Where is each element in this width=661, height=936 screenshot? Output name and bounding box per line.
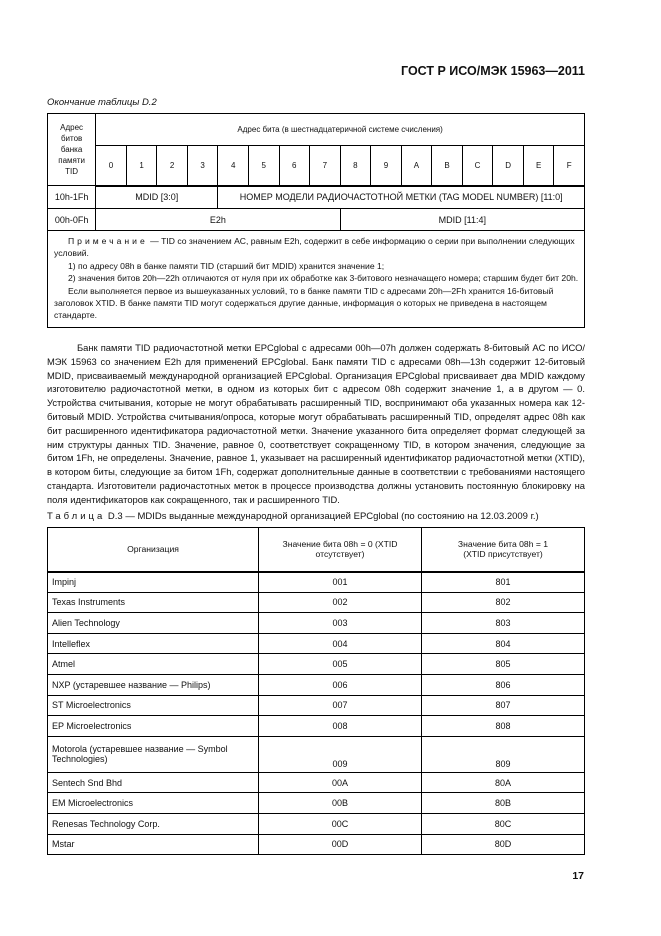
header-cell: Значение бита 08h = 0 (XTID отсутствует) bbox=[259, 528, 422, 572]
mdid-cell: 004 bbox=[259, 633, 422, 654]
mdid-cell: 001 bbox=[259, 572, 422, 593]
body-paragraph bbox=[47, 341, 585, 507]
table-row bbox=[48, 592, 585, 613]
table-row bbox=[48, 834, 585, 855]
bit-cell: 5 bbox=[248, 146, 279, 186]
table-note bbox=[48, 231, 585, 328]
organization-cell: Atmel bbox=[48, 654, 259, 675]
header-cell: Значение бита 08h = 1 (XTID присутствует) bbox=[422, 528, 585, 572]
table-row bbox=[48, 695, 585, 716]
mdid-cell: 802 bbox=[422, 592, 585, 613]
organization-cell: Intelleflex bbox=[48, 633, 259, 654]
mdid-cell: 003 bbox=[259, 613, 422, 634]
bit-cell: 9 bbox=[371, 146, 402, 186]
mdid-cell: 00A bbox=[259, 772, 422, 793]
mdid-cell: 806 bbox=[422, 674, 585, 695]
bit-cell: 6 bbox=[279, 146, 310, 186]
organization-cell: Impinj bbox=[48, 572, 259, 593]
bit-cell: A bbox=[401, 146, 432, 186]
table-d3 bbox=[47, 527, 585, 855]
mdid-cell: 801 bbox=[422, 572, 585, 593]
table-row bbox=[48, 572, 585, 593]
table-row bbox=[48, 772, 585, 793]
bit-cell: D bbox=[493, 146, 524, 186]
bit-cell: C bbox=[462, 146, 493, 186]
mdid-cell: 804 bbox=[422, 633, 585, 654]
bit-cell: F bbox=[554, 146, 585, 186]
mdid-cell: 00C bbox=[259, 813, 422, 834]
document-header: ГОСТ Р ИСО/МЭК 15963—2011 bbox=[401, 64, 585, 78]
bit-cell: B bbox=[432, 146, 463, 186]
bit-cell: 4 bbox=[218, 146, 249, 186]
mdid-cell: 80C bbox=[422, 813, 585, 834]
organization-cell: Sentech Snd Bhd bbox=[48, 772, 259, 793]
organization-cell: Mstar bbox=[48, 834, 259, 855]
note-label: Примечание bbox=[68, 236, 148, 246]
mdid-cell: 80D bbox=[422, 834, 585, 855]
organization-cell: ST Microelectronics bbox=[48, 695, 259, 716]
row-header: Адрес битов банка памяти TID bbox=[48, 114, 96, 186]
mdid-cell: 009 bbox=[259, 736, 422, 772]
col-header: Адрес бита (в шестнадцатеричной системе счисления) bbox=[96, 114, 585, 146]
mdid-cell: 00D bbox=[259, 834, 422, 855]
mdid-cell: 807 bbox=[422, 695, 585, 716]
bit-cell: 8 bbox=[340, 146, 371, 186]
caption-label: Таблица bbox=[47, 511, 106, 522]
mdid-cell: 80B bbox=[422, 793, 585, 814]
bit-cell: 7 bbox=[310, 146, 341, 186]
table-row bbox=[48, 674, 585, 695]
organization-cell: EM Microelectronics bbox=[48, 793, 259, 814]
organization-cell: Alien Technology bbox=[48, 613, 259, 634]
note-item: 2) значения битов 20h—22h отличаются от нуля при их обработке как 3-битового незначащего номера; старшим будет бит 20h. bbox=[68, 273, 579, 284]
mdid-cell: 007 bbox=[259, 695, 422, 716]
mdid-cell: 005 bbox=[259, 654, 422, 675]
addr-cell: 10h-1Fh bbox=[48, 186, 96, 209]
cell: E2h bbox=[96, 209, 340, 231]
mdid-cell: 006 bbox=[259, 674, 422, 695]
cell: НОМЕР МОДЕЛИ РАДИОЧАСТОТНОЙ МЕТКИ (TAG MODEL NUMBER) [11:0] bbox=[218, 186, 585, 209]
organization-cell: Texas Instruments bbox=[48, 592, 259, 613]
addr-cell: 00h-0Fh bbox=[48, 209, 96, 231]
table-row bbox=[48, 633, 585, 654]
bit-cell: E bbox=[523, 146, 554, 186]
table-row bbox=[48, 736, 585, 772]
header-cell: Организация bbox=[48, 528, 259, 572]
note-item: 1) по адресу 08h в банке памяти TID (старший бит MDID) хранится значение 1; bbox=[68, 260, 385, 271]
note-intro: — TID со значением AC, равным E2h, содержит в себе информацию о серии при выполнении следующих условий. bbox=[54, 236, 575, 259]
paragraph-text: Банк памяти TID радиочастотной метки EPCglobal с адресами 00h—07h должен содержать 8-битовый AC по ИСО/МЭК 15963 со значением E2h для применений EPCglobal. Банк памяти TID с адресами 08h—13h содержит 12-битовый MDID, присваиваемый международной организацией EPCglobal. Организация EPCglobal присваивает два MDID каждому изготовителю радиочастотной метки, в одном из которых бит с адресом 08h содержит значение 1, а в другом — 0. Устройства считывания, которые не могут обрабатывать расширенный TID, воспринимают оба указанных номера как 12-битовый MDID. Устройства считывания/опроса, которые могут обрабатывать расширенный TID, определят адрес 08h как бит расширенного идентификатора радиочастотной метки. Значение указанного бита определяет формат следующей за ним структуры данных TID. Значение, равное 0, соответствует сокращенному TID, в котором значения, следующие за битом 1Fh, не определены. Значение, равное 1, указывает на расширенный идентификатор радиочастотной метки (XTID), в котором биты, следующие за битом 1Fh, содержат дополнительные данные в соответствии с требованиями настоящего стандарта. Изготовители радиочастотных меток в процессе производства должны установить постоянную блокировку на поля идентификаторов как сокращенного, так и расширенного TID. bbox=[47, 342, 585, 505]
mdid-cell: 803 bbox=[422, 613, 585, 634]
organization-cell: Motorola (устаревшее название — Symbol Technologies) bbox=[48, 736, 259, 772]
cell: MDID [11:4] bbox=[340, 209, 584, 231]
organization-cell: NXP (устаревшее название — Philips) bbox=[48, 674, 259, 695]
caption-text: D.3 — MDIDs выданные международной организацией EPCglobal (по состоянию на 12.03.2009 г.) bbox=[107, 511, 539, 522]
mdid-cell: 008 bbox=[259, 716, 422, 737]
organization-cell: EP Microelectronics bbox=[48, 716, 259, 737]
bit-cell: 0 bbox=[96, 146, 127, 186]
table-row bbox=[48, 654, 585, 675]
bit-cell: 3 bbox=[187, 146, 218, 186]
table-d2 bbox=[47, 113, 585, 328]
mdid-cell: 00B bbox=[259, 793, 422, 814]
table-row bbox=[48, 716, 585, 737]
mdid-cell: 80A bbox=[422, 772, 585, 793]
note-outro: Если выполняется первое из вышеуказанных условий, то в банке памяти TID с адресами 20h—2Fh хранится 16-битовый заголовок XTID. В банке памяти TID могут содержаться другие данные, информация о которых не приведена в настоящем стандарте. bbox=[54, 285, 554, 321]
mdid-cell: 809 bbox=[422, 736, 585, 772]
page-number: 17 bbox=[572, 870, 584, 882]
table-d2-caption: Окончание таблицы D.2 bbox=[47, 97, 157, 108]
table-row bbox=[48, 613, 585, 634]
cell: MDID [3:0] bbox=[96, 186, 218, 209]
table-row bbox=[48, 813, 585, 834]
bit-cell: 1 bbox=[126, 146, 157, 186]
organization-cell: Renesas Technology Corp. bbox=[48, 813, 259, 834]
mdid-cell: 808 bbox=[422, 716, 585, 737]
table-row bbox=[48, 793, 585, 814]
mdid-cell: 002 bbox=[259, 592, 422, 613]
bit-cell: 2 bbox=[157, 146, 188, 186]
table-d3-caption bbox=[47, 511, 539, 522]
mdid-cell: 805 bbox=[422, 654, 585, 675]
